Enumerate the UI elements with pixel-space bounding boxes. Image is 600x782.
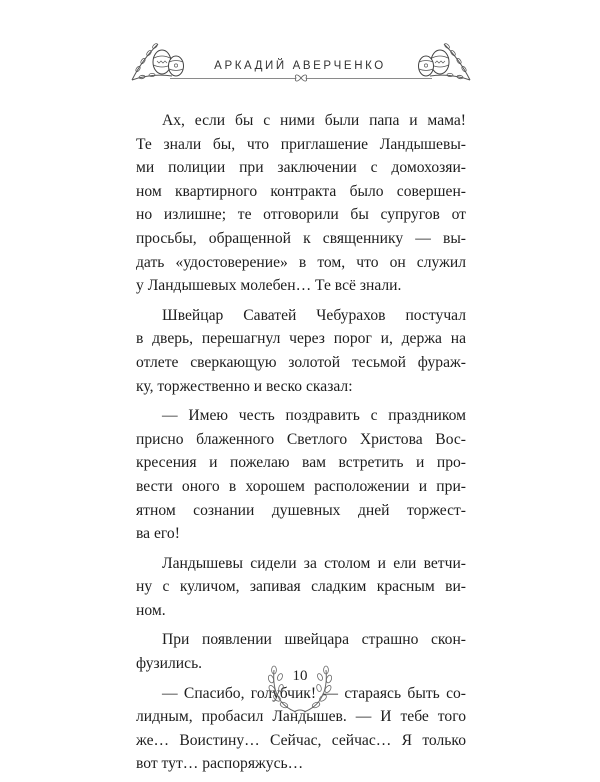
text-line: Те знали бы, что приглашение Ландышевы- [136, 135, 466, 153]
text-line: дать «удостоверение» в том, что он служил [136, 253, 466, 271]
running-header [0, 32, 600, 92]
text-line: присно блаженного Светлого Христова Вос- [136, 430, 466, 448]
bow-knot-icon [294, 72, 308, 84]
text-line: — Имею честь поздравить с праздником [162, 407, 466, 425]
text-line: ном. [136, 601, 166, 619]
text-line: Ландышевы сидели за столом и ели ветчи- [162, 554, 466, 572]
text-line: фузились. [136, 655, 203, 673]
text-line: ном квартирного контракта было совершен- [136, 182, 466, 200]
text-line: — Спасибо, голубчик! — стараясь быть со- [162, 684, 466, 702]
text-line: Швейцар Саватей Чебурахов постучал [162, 306, 466, 324]
paragraph [136, 304, 466, 398]
easter-egg-ornament-right-icon [412, 32, 474, 84]
text-line: кресения и пожелаю вам встретить и про- [136, 454, 466, 472]
text-line: ми полиции при заключении с домохозяи- [136, 159, 466, 177]
text-line: но излишне; те отговорили бы супругов от [136, 206, 466, 224]
text-line: вести оного в хорошем расположении и при- [136, 477, 466, 495]
text-line: ятном сознании душевных дней торжест- [136, 501, 466, 519]
page-footer [0, 648, 600, 718]
text-line: ну с куличом, запивая сладким красным ви- [136, 578, 466, 596]
page-number: 10 [292, 668, 308, 684]
easter-egg-ornament-left-icon [128, 32, 190, 84]
header-rule-left [170, 78, 296, 79]
header-rule-right [306, 78, 432, 79]
author-name: АРКАДИЙ АВЕРЧЕНКО [214, 60, 386, 72]
text-line: ва его! [136, 525, 180, 543]
text-line: При появлении швейцара страшно скон- [162, 631, 466, 649]
text-line: вот тут… распоряжусь… [136, 755, 304, 773]
text-line: у Ландышевых молебен… Те всё знали. [136, 277, 402, 295]
text-line: ку, торжественно и веско сказал: [136, 377, 353, 395]
text-line: лидным, пробасил Ландышев. — И тебе того [136, 708, 466, 726]
text-line: Ах, если бы с ними были папа и мама! [162, 112, 466, 129]
paragraph [136, 109, 466, 298]
text-line: же… Воистину… Сейчас, сейчас… Я только [136, 731, 466, 749]
paragraph [136, 404, 466, 546]
text-line: просьбы, обращенной к священнику — вы- [136, 229, 466, 247]
text-line: отлете сверкающую золотой тесьмой фураж- [136, 353, 466, 371]
text-line: в дверь, перешагнул через порог и, держа на [136, 330, 466, 348]
paragraph [136, 552, 466, 623]
